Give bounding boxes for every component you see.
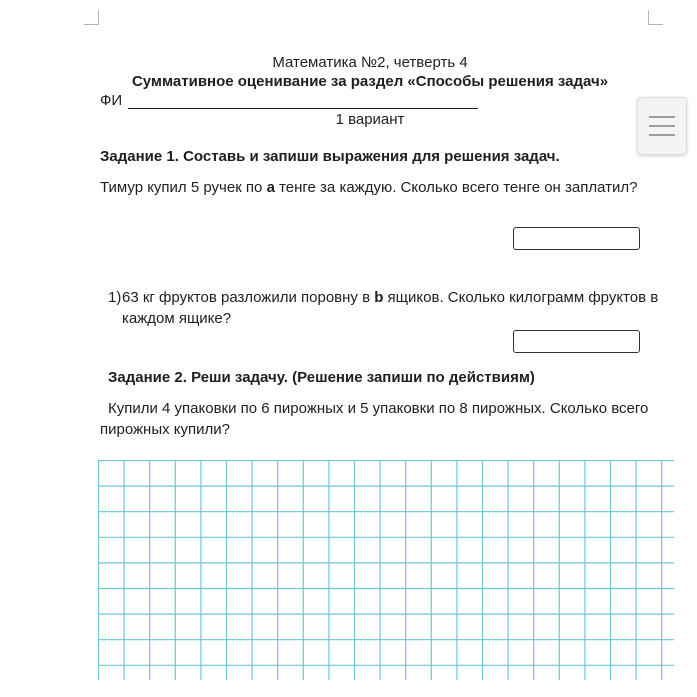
name-field-line: [128, 94, 478, 109]
task2-problem: Купили 4 упаковки по 6 пирожных и 5 упаковки по 8 пирожных. Сколько всего пирожных купили?: [100, 400, 649, 438]
problem2-text-end: ящиков. Сколько килограмм фруктов в каждом ящике?: [122, 289, 659, 327]
problem2-number: 1): [108, 289, 122, 306]
problem1-text-end: тенге за каждую. Сколько всего тенге он заплатил?: [274, 179, 638, 196]
name-field-label: ФИ: [100, 92, 123, 109]
document-title: Математика №2, четверть 4: [272, 54, 468, 71]
task1-problem2: [108, 287, 668, 329]
task1-problem1: [100, 177, 640, 198]
problem1-variable: а: [266, 179, 275, 196]
variant-label: 1 вариант: [335, 111, 405, 128]
problem2-text-start: 63 кг фруктов разложили поровну в: [122, 289, 375, 306]
problem2-variable: b: [374, 289, 384, 306]
task2-heading: Задание 2. Реши задачу. (Решение запиши по действиям): [108, 369, 535, 386]
problem2-text: [108, 287, 668, 329]
answer-box-problem2[interactable]: [513, 330, 640, 353]
menu-bar: [649, 116, 675, 118]
name-field: [100, 92, 478, 109]
problem1-text-start: Тимур купил 5 ручек по: [100, 179, 267, 196]
page-corner-mark-top-left: [84, 10, 99, 25]
document-subtitle: Суммативное оценивание за раздел «Способы решения задач»: [131, 73, 609, 90]
page-corner-mark-top-right: [648, 10, 663, 25]
menu-bar: [649, 125, 675, 127]
grid-paper-answer-area[interactable]: [98, 460, 674, 680]
answer-box-problem1[interactable]: [513, 227, 640, 250]
hamburger-menu-icon[interactable]: [637, 97, 687, 155]
menu-bar: [649, 134, 675, 136]
task1-heading: Задание 1. Составь и запиши выражения для решения задач.: [100, 148, 560, 165]
